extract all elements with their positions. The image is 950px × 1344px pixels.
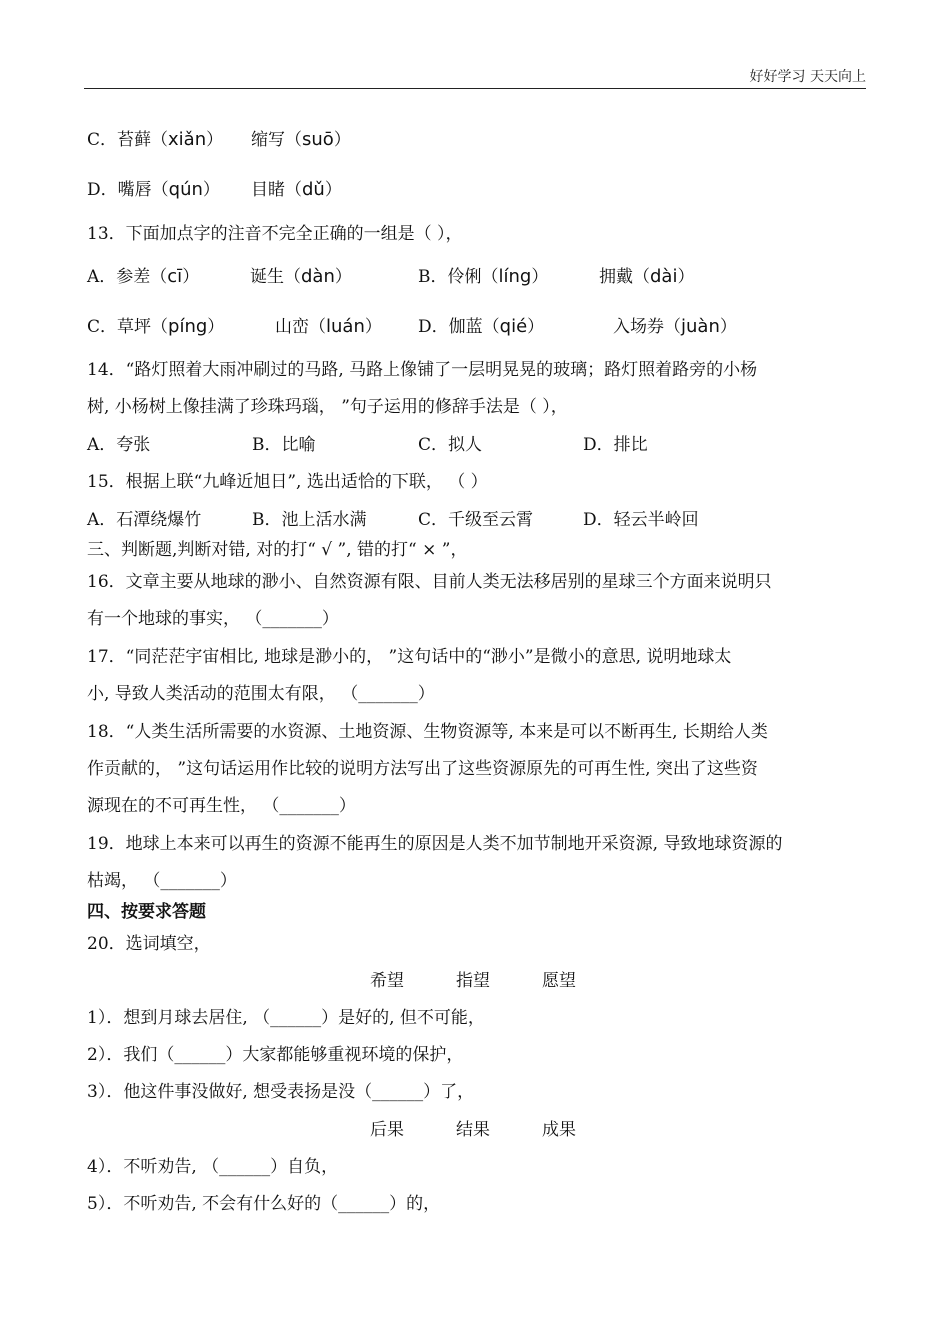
q13-option-b1: B．伶俐（líng）: [418, 266, 549, 287]
q13-b1-word: 伶俐: [447, 267, 482, 287]
q20-item-5: 5）．不听劝告, 不会有什么好的（______）的，: [87, 1194, 441, 1214]
q13-option-a1: A．参差（cī）: [87, 266, 200, 287]
q17-line1: 17．“同茫茫宇宙相比, 地球是渺小的， ”这句话中的“渺小”是微小的意思, 说明地球太: [87, 647, 732, 667]
q15-option-c: C．千级至云霄: [418, 510, 534, 530]
q14-option-d: D．排比: [583, 435, 648, 455]
q18-line1: 18．“人类生活所需要的水资源、土地资源、生物资源等, 本来是可以不断再生, 长期给人类: [87, 722, 768, 742]
q20-word-6: 成果: [542, 1120, 576, 1140]
q12-d1-word: 嘴唇: [117, 180, 152, 200]
q12-c2-word: 缩写: [251, 130, 285, 150]
q18-line3: 源现在的不可再生性， （_______）: [87, 796, 356, 816]
q13-d2-word: 入场券: [613, 317, 664, 337]
q13-b1-pinyin: líng: [498, 266, 532, 287]
q13-option-c2: 山峦（luán）: [275, 316, 382, 337]
q14-option-a: A．夸张: [87, 435, 151, 455]
q13-a1-pinyin: cī: [167, 266, 183, 287]
q20-word-2: 指望: [456, 971, 490, 991]
q12-d2-pinyin: dǔ: [302, 179, 325, 200]
q13-d1-pinyin: qié: [499, 316, 528, 337]
section3-title: 三、判断题,判断对错, 对的打“ √ ”, 错的打“ × ”，: [87, 540, 468, 560]
q13-a1-word: 参差: [116, 267, 151, 287]
q15-option-b: B．池上活水满: [252, 510, 367, 530]
q14-line1: 14．“路灯照着大雨冲刷过的马路, 马路上像铺了一层明晃晃的玻璃；路灯照着路旁的小杨: [87, 360, 758, 380]
q18-line2: 作贡献的， ”这句话运用作比较的说明方法写出了这些资源原先的可再生性, 突出了这些资: [87, 759, 758, 779]
q20-item-4: 4）．不听劝告, （______）自负，: [87, 1157, 339, 1177]
q20-word-4: 后果: [370, 1120, 404, 1140]
q14-option-c: C．拟人: [418, 435, 483, 455]
q13-c-label: C．: [87, 317, 118, 337]
q13-stem: 13．下面加点字的注音不完全正确的一组是（ ），: [87, 224, 463, 244]
q20-word-5: 结果: [456, 1120, 490, 1140]
q20-item-1: 1）．想到月球去居住, （______）是好的, 但不可能，: [87, 1008, 485, 1028]
q16-line2: 有一个地球的事实， （_______）: [87, 609, 339, 629]
q12-d2-word: 目睹: [251, 180, 285, 200]
q16-line1: 16．文章主要从地球的渺小、自然资源有限、目前人类无法移居别的星球三个方面来说明只: [87, 572, 772, 592]
q13-option-d2: 入场券（juàn）: [613, 316, 737, 337]
header-rule: [84, 88, 866, 89]
q12-d-label: D．: [87, 180, 118, 200]
q15-option-a: A．石潭绕爆竹: [87, 510, 202, 530]
q12-c1-pinyin: xiǎn: [168, 129, 207, 150]
q12-c1-word: 苔藓: [117, 130, 152, 150]
q13-c1-pinyin: píng: [168, 316, 208, 337]
q12-option-c2: 缩写（suō）: [251, 129, 351, 150]
q12-d1-pinyin: qún: [168, 179, 203, 200]
q13-c2-pinyin: luán: [326, 316, 365, 337]
q13-b2-word: 拥戴: [599, 267, 633, 287]
q13-option-a2: 诞生（dàn）: [250, 266, 352, 287]
q13-d1-word: 伽蓝: [448, 317, 483, 337]
q13-d2-pinyin: juàn: [681, 316, 720, 337]
q13-a-label: A．: [87, 267, 117, 287]
q15-stem: 15．根据上联“九峰近旭日”, 选出适恰的下联， （ ）: [87, 472, 488, 492]
header-slogan: 好好学习 天天向上: [749, 69, 866, 85]
q13-b2-pinyin: dài: [650, 266, 678, 287]
q13-c2-word: 山峦: [275, 317, 309, 337]
q13-b-label: B．: [418, 267, 448, 287]
q20-stem: 20．选词填空，: [87, 934, 211, 954]
q14-option-b: B．比喻: [252, 435, 316, 455]
q12-c-label: C．: [87, 130, 118, 150]
q12-c2-pinyin: suō: [302, 129, 334, 150]
q12-option-d: D．嘴唇（qún）: [87, 179, 220, 200]
q13-a2-pinyin: dàn: [301, 266, 335, 287]
q13-d-label: D．: [418, 317, 449, 337]
q13-option-b2: 拥戴（dài）: [599, 266, 695, 287]
q20-item-2: 2）．我们（______）大家都能够重视环境的保护，: [87, 1045, 464, 1065]
section4-title: 四、按要求答题: [87, 902, 206, 922]
q13-c1-word: 草坪: [117, 317, 152, 337]
q13-option-d1: D．伽蓝（qié）: [418, 316, 545, 337]
q12-option-c: C．苔藓（xiǎn）: [87, 129, 224, 150]
q17-line2: 小, 导致人类活动的范围太有限， （_______）: [87, 684, 435, 704]
q14-line2: 树, 小杨树上像挂满了珍珠玛瑙， ”句子运用的修辞手法是（ ），: [87, 397, 568, 417]
q19-line2: 枯竭， （_______）: [87, 871, 237, 891]
q13-a2-word: 诞生: [250, 267, 284, 287]
q20-word-3: 愿望: [542, 971, 576, 991]
q19-line1: 19．地球上本来可以再生的资源不能再生的原因是人类不加节制地开采资源, 导致地球资源的: [87, 834, 783, 854]
q13-option-c1: C．草坪（píng）: [87, 316, 225, 337]
q20-word-1: 希望: [370, 971, 404, 991]
q12-option-d2: 目睹（dǔ）: [251, 179, 342, 200]
q20-item-3: 3）．他这件事没做好, 想受表扬是没（______）了，: [87, 1082, 475, 1102]
q15-option-d: D．轻云半岭回: [583, 510, 699, 530]
